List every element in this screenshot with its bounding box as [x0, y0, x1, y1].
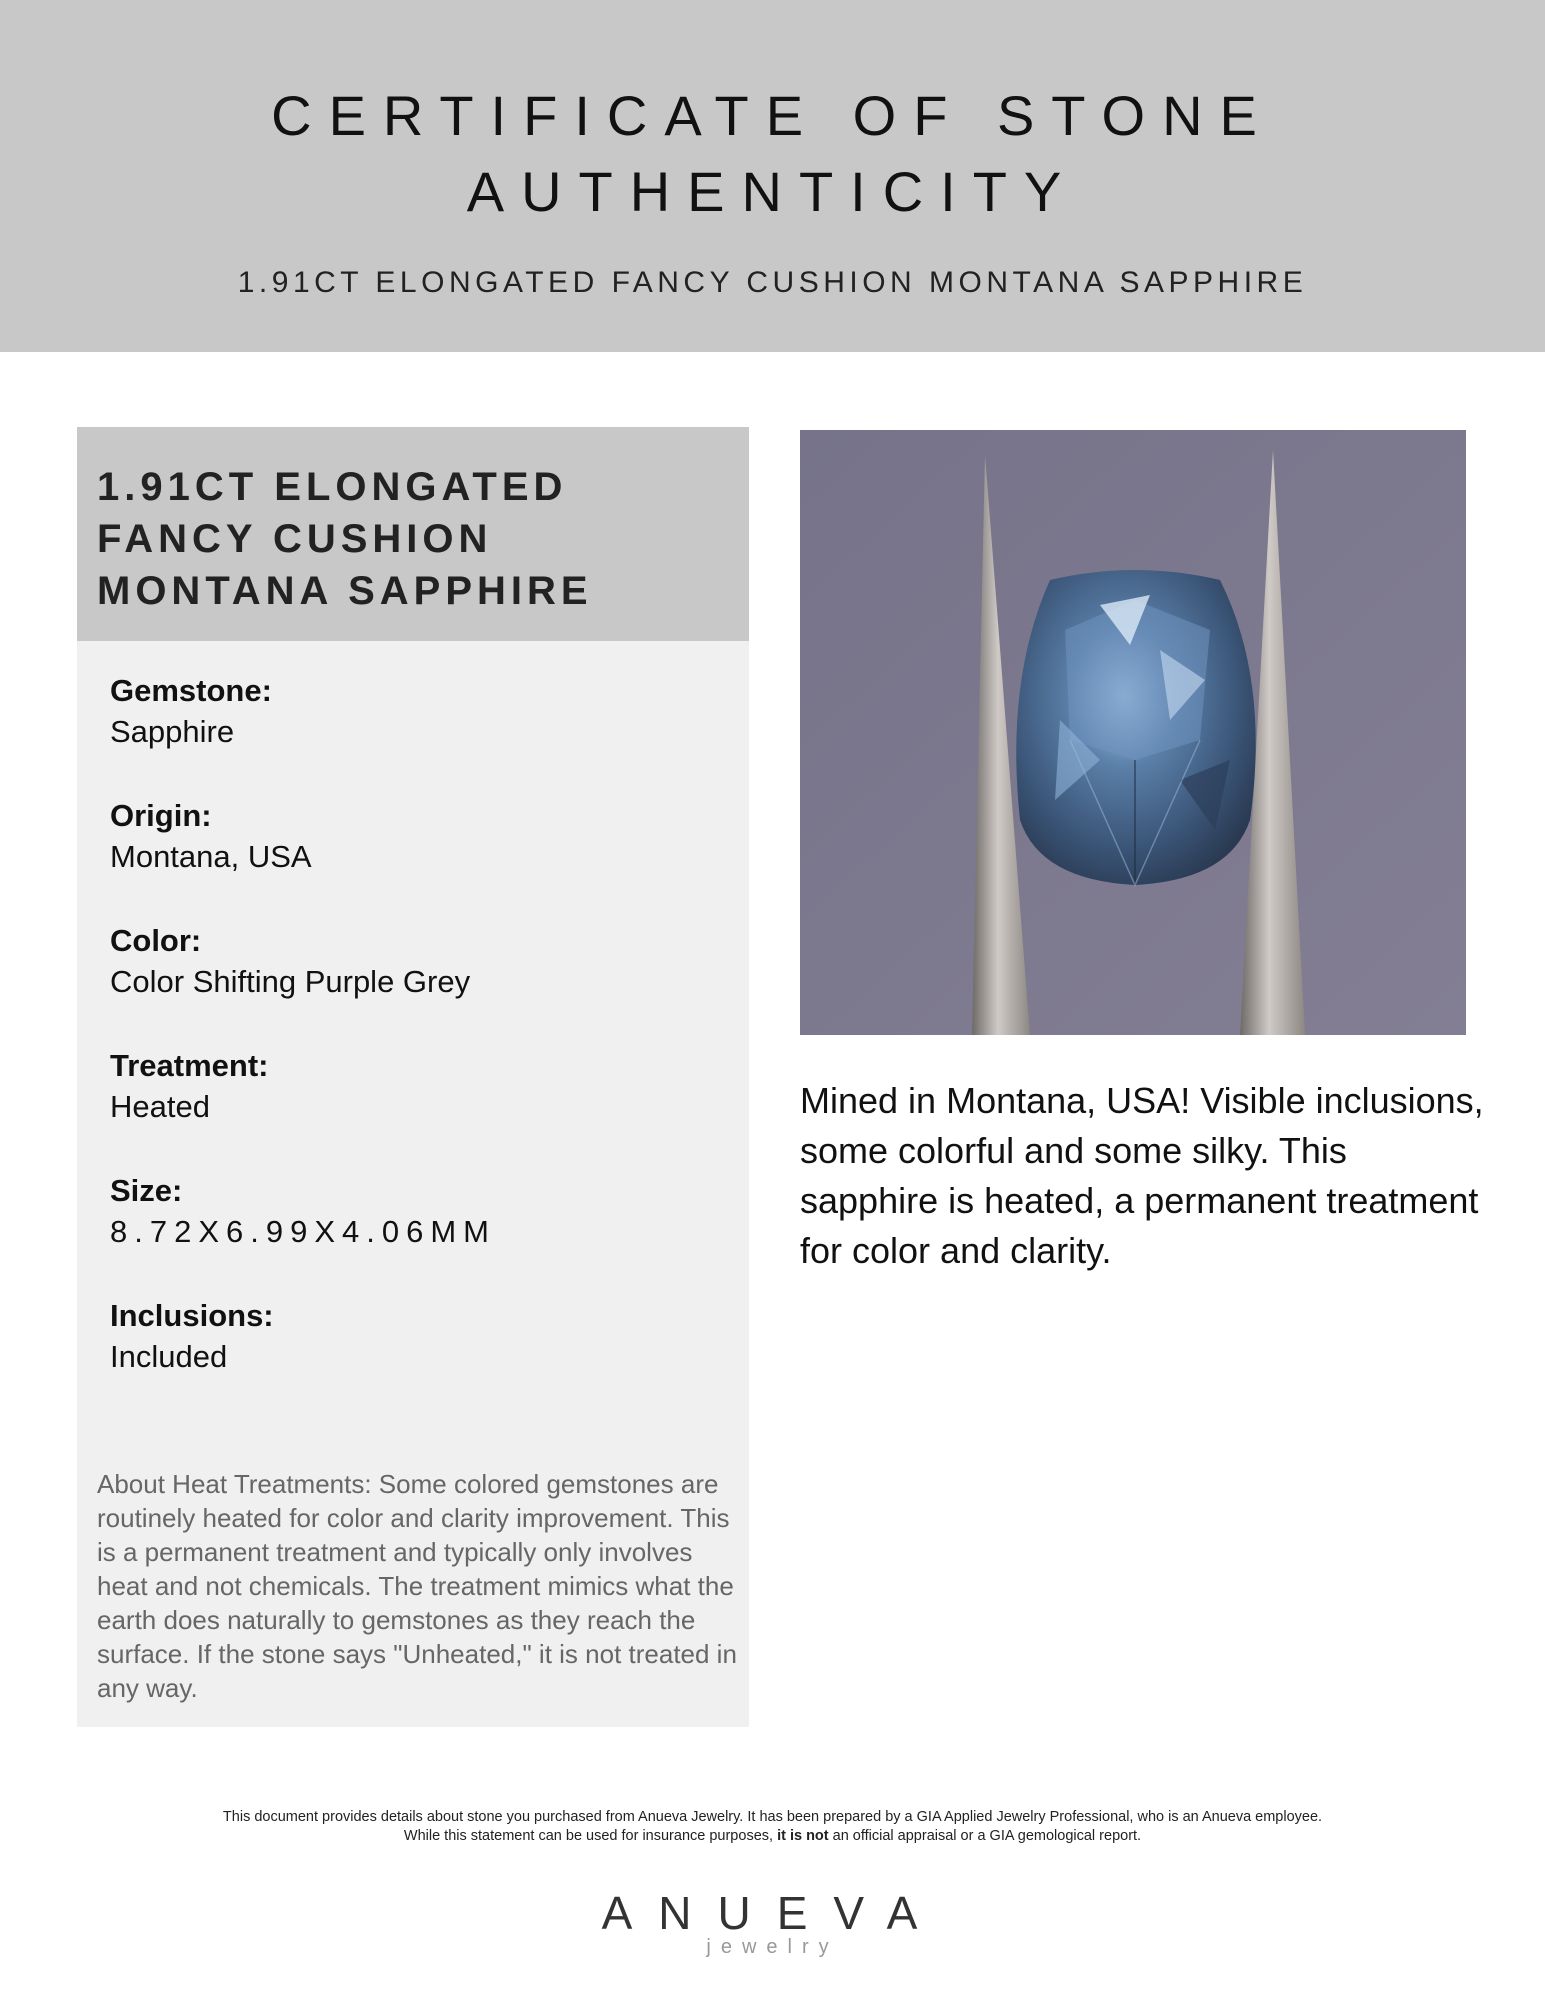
disclaimer-text: While this statement can be used for insurance purposes,	[403, 1828, 778, 1844]
spec-label: Inclusions:	[110, 1298, 274, 1333]
stone-description: Mined in Montana, USA! Visible inclusions, some colorful and some silky. This sapphire is heated, a permanent treatment for color and clarity.	[800, 1080, 1484, 1271]
spec-label: Size:	[110, 1173, 183, 1208]
spec-origin	[110, 796, 730, 921]
sapphire-in-tweezers-image	[800, 430, 1466, 1035]
spec-label: Treatment:	[110, 1048, 269, 1083]
spec-value: Included	[110, 1339, 228, 1374]
spec-value: Sapphire	[110, 714, 235, 749]
heat-treatment-note: About Heat Treatments: Some colored gemstones are routinely heated for color and clarity improvement. This is a permanent treatment and typically only involves heat and not chemicals. The treatment mimics what the earth does naturally to gemstones as they reach the surface. If the stone says "Unheated," it is not treated in any way.	[97, 1469, 737, 1703]
spec-label: Color:	[110, 923, 202, 958]
details-panel-header	[77, 427, 749, 641]
spec-treatment	[110, 1046, 730, 1171]
header-band	[0, 0, 1545, 352]
details-panel	[77, 427, 749, 1727]
spec-value: Montana, USA	[110, 839, 312, 874]
spec-list	[110, 671, 730, 1421]
disclaimer-line-2	[0, 1827, 1545, 1846]
spec-size	[110, 1171, 730, 1296]
disclaimer	[0, 1808, 1545, 1846]
stone-photo	[800, 430, 1466, 1035]
disclaimer-emphasis: it is not	[777, 1828, 829, 1844]
spec-label: Gemstone:	[110, 673, 272, 708]
spec-value: Heated	[110, 1089, 210, 1124]
brand-logo-subtitle: jewelry	[706, 1936, 839, 1958]
spec-label: Origin:	[110, 798, 212, 833]
spec-inclusions	[110, 1296, 730, 1421]
disclaimer-line-1: This document provides details about stone you purchased from Anueva Jewelry. It has been prepared by a GIA Applied Jewelry Professional, who is an Anueva employee.	[222, 1809, 1323, 1825]
certificate-subtitle: 1.91CT ELONGATED FANCY CUSHION MONTANA SAPPHIRE	[237, 266, 1308, 299]
stone-name: 1.91CT ELONGATED FANCY CUSHION MONTANA SAPPHIRE	[97, 465, 593, 613]
brand-logo: ANUEVA	[601, 1887, 944, 1939]
spec-value: Color Shifting Purple Grey	[110, 964, 471, 999]
disclaimer-text: an official appraisal or a GIA gemological report.	[828, 1828, 1142, 1844]
spec-value: 8.72X6.99X4.06MM	[110, 1214, 497, 1249]
spec-color	[110, 921, 730, 1046]
certificate-title: CERTIFICATE OF STONE AUTHENTICITY	[271, 84, 1274, 223]
spec-gemstone	[110, 671, 730, 796]
